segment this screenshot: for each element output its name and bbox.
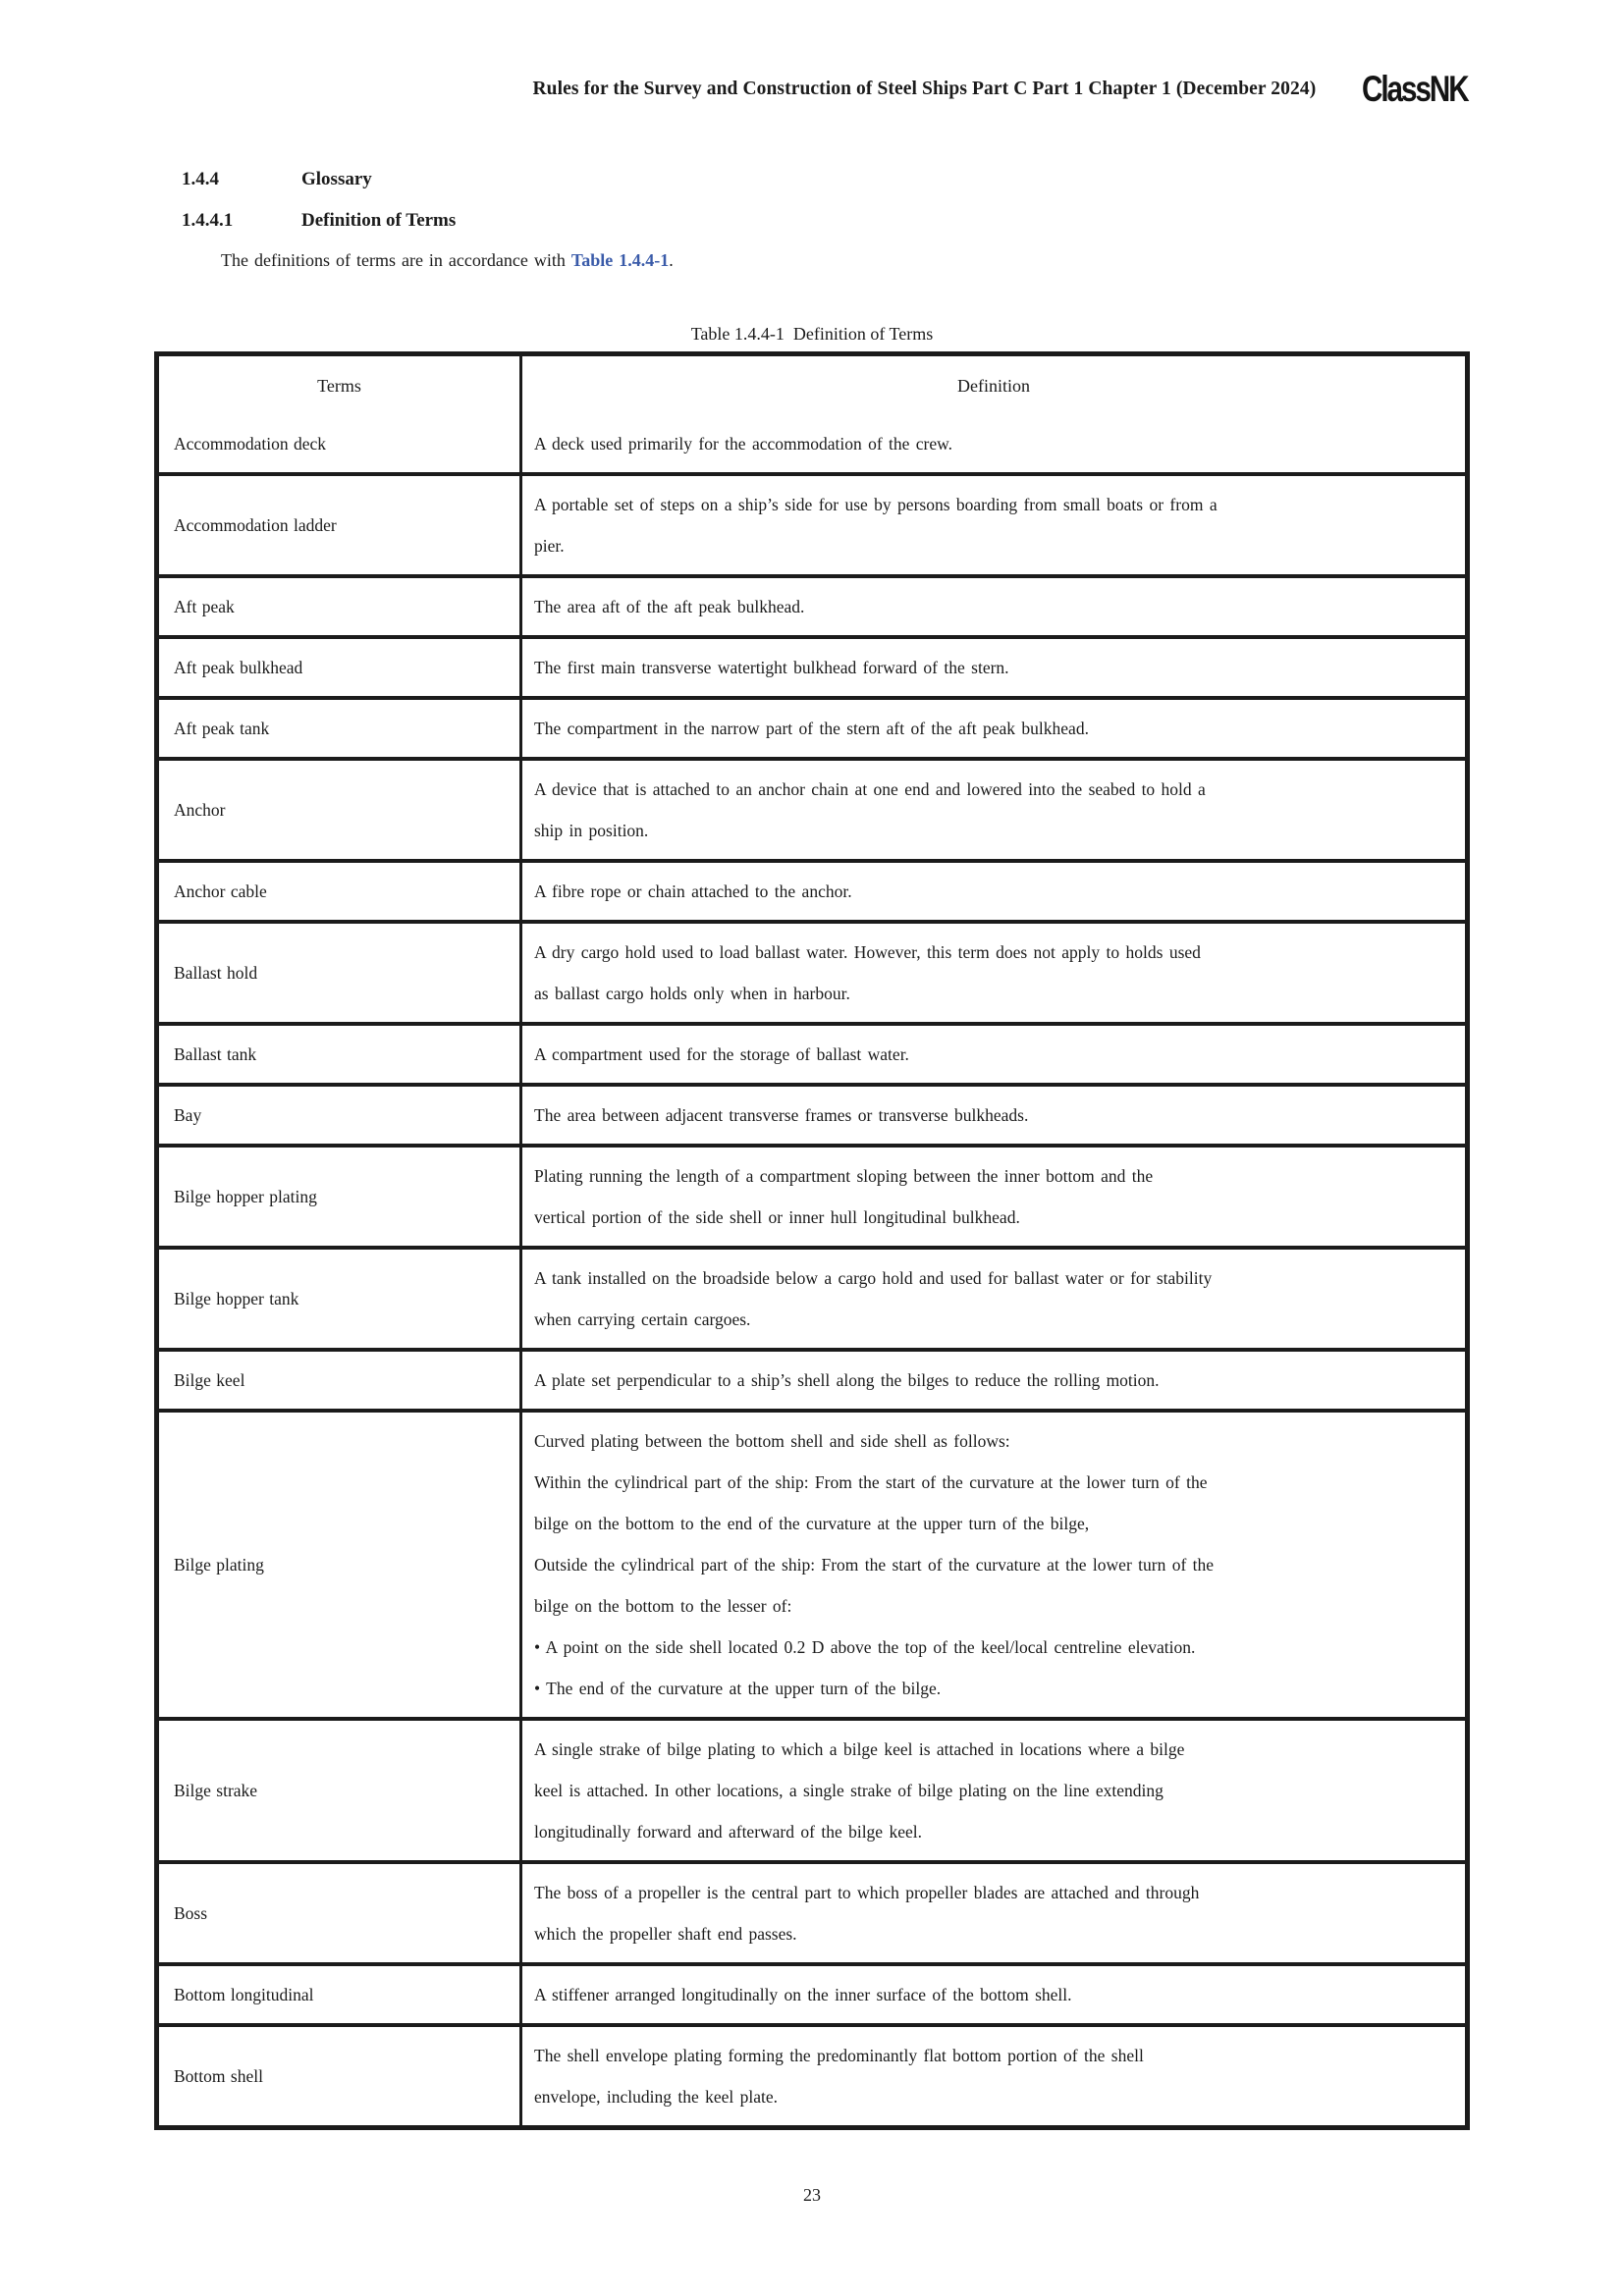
definition-line: bilge on the bottom to the end of the curvature at the upper turn of the bilge, xyxy=(534,1514,1090,1533)
term-cell: Bilge keel xyxy=(157,1350,521,1411)
section-heading-definition-of-terms xyxy=(182,208,1624,234)
definition-line: The shell envelope plating forming the predominantly flat bottom portion of the shell xyxy=(534,2046,1144,2065)
table-row xyxy=(157,1862,1468,1964)
definition-line: pier. xyxy=(534,536,565,556)
definition-cell xyxy=(521,1024,1468,1085)
column-header-terms: Terms xyxy=(157,354,521,416)
intro-text: The definitions of terms are in accordance with xyxy=(221,250,571,270)
definition-cell xyxy=(521,1085,1468,1146)
classnk-logo: ClassNK xyxy=(1362,69,1468,109)
section-number: 1.4.4 xyxy=(182,169,219,189)
definition-line: • The end of the curvature at the upper turn of the bilge. xyxy=(534,1679,942,1698)
definition-cell xyxy=(521,1719,1468,1862)
table-row xyxy=(157,1146,1468,1248)
table-row xyxy=(157,576,1468,637)
definition-line: A fibre rope or chain attached to the anchor. xyxy=(534,881,852,901)
term-cell: Ballast tank xyxy=(157,1024,521,1085)
definition-line: bilge on the bottom to the lesser of: xyxy=(534,1596,792,1616)
definition-cell xyxy=(521,415,1468,474)
definition-line: A device that is attached to an anchor chain at one end and lowered into the seabed to hold a xyxy=(534,779,1206,799)
glossary-table xyxy=(154,351,1470,2130)
definition-line: Outside the cylindrical part of the ship: From the start of the curvature at the lower turn of the xyxy=(534,1555,1215,1575)
section-title: Glossary xyxy=(301,169,372,189)
definition-line: longitudinally forward and afterward of the bilge keel. xyxy=(534,1822,922,1842)
definition-line: envelope, including the keel plate. xyxy=(534,2087,779,2107)
term-cell: Accommodation ladder xyxy=(157,474,521,576)
table-row xyxy=(157,922,1468,1024)
table-caption: Table 1.4.4-1 Definition of Terms xyxy=(690,324,934,344)
definition-line: Plating running the length of a compartment sloping between the inner bottom and the xyxy=(534,1166,1154,1186)
definition-line: The area between adjacent transverse frames or transverse bulkheads. xyxy=(534,1105,1029,1125)
definition-line: A compartment used for the storage of ballast water. xyxy=(534,1044,909,1064)
page-header xyxy=(0,0,1624,109)
term-cell: Accommodation deck xyxy=(157,415,521,474)
term-cell: Aft peak tank xyxy=(157,698,521,759)
intro-paragraph xyxy=(221,247,1624,273)
table-header-row xyxy=(157,354,1468,416)
table-row xyxy=(157,1085,1468,1146)
document-title: Rules for the Survey and Construction of Steel Ships Part C Part 1 Chapter 1 (December 2024) xyxy=(532,79,1317,99)
definition-cell xyxy=(521,2025,1468,2128)
definition-cell xyxy=(521,474,1468,576)
table-row xyxy=(157,1024,1468,1085)
definition-line: • A point on the side shell located 0.2 D above the top of the keel/local centreline elevation. xyxy=(534,1637,1196,1657)
definition-line: A portable set of steps on a ship’s side for use by persons boarding from small boats or from a xyxy=(534,495,1218,514)
page-number: 23 xyxy=(803,2185,821,2205)
definition-cell xyxy=(521,759,1468,861)
intro-text-period: . xyxy=(669,250,674,270)
definition-cell xyxy=(521,1964,1468,2025)
term-cell: Bottom longitudinal xyxy=(157,1964,521,2025)
definition-line: A tank installed on the broadside below a cargo hold and used for ballast water or for stability xyxy=(534,1268,1213,1288)
definition-cell xyxy=(521,861,1468,922)
definition-cell xyxy=(521,1248,1468,1350)
definition-line: A plate set perpendicular to a ship’s shell along the bilges to reduce the rolling motion. xyxy=(534,1370,1160,1390)
term-cell: Bilge plating xyxy=(157,1411,521,1719)
definition-line: The boss of a propeller is the central part to which propeller blades are attached and through xyxy=(534,1883,1200,1902)
definition-line: A stiffener arranged longitudinally on the inner surface of the bottom shell. xyxy=(534,1985,1072,2004)
definition-line: A deck used primarily for the accommodation of the crew. xyxy=(534,434,953,454)
term-cell: Boss xyxy=(157,1862,521,1964)
table-row xyxy=(157,759,1468,861)
definition-line: when carrying certain cargoes. xyxy=(534,1309,751,1329)
definition-line: Curved plating between the bottom shell and side shell as follows: xyxy=(534,1431,1010,1451)
definition-line: The compartment in the narrow part of the stern aft of the aft peak bulkhead. xyxy=(534,719,1089,738)
table-row xyxy=(157,1411,1468,1719)
term-cell: Bilge hopper plating xyxy=(157,1146,521,1248)
definition-line: vertical portion of the side shell or inner hull longitudinal bulkhead. xyxy=(534,1207,1020,1227)
definition-cell xyxy=(521,1411,1468,1719)
subsection-title: Definition of Terms xyxy=(301,210,457,231)
definition-line: as ballast cargo holds only when in harbour. xyxy=(534,984,850,1003)
definition-cell xyxy=(521,698,1468,759)
definition-line: The area aft of the aft peak bulkhead. xyxy=(534,597,805,616)
term-cell: Bilge strake xyxy=(157,1719,521,1862)
table-row xyxy=(157,637,1468,698)
term-cell: Bay xyxy=(157,1085,521,1146)
definition-cell xyxy=(521,637,1468,698)
definition-cell xyxy=(521,922,1468,1024)
definition-cell xyxy=(521,1862,1468,1964)
table-row xyxy=(157,1350,1468,1411)
table-row xyxy=(157,474,1468,576)
definition-line: which the propeller shaft end passes. xyxy=(534,1924,797,1944)
definition-cell xyxy=(521,1146,1468,1248)
definition-line: ship in position. xyxy=(534,821,649,840)
table-row xyxy=(157,1248,1468,1350)
table-row xyxy=(157,2025,1468,2128)
term-cell: Bottom shell xyxy=(157,2025,521,2128)
table-row xyxy=(157,415,1468,474)
definition-line: A dry cargo hold used to load ballast water. However, this term does not apply to holds used xyxy=(534,942,1201,962)
term-cell: Bilge hopper tank xyxy=(157,1248,521,1350)
table-row xyxy=(157,1964,1468,2025)
column-header-definition: Definition xyxy=(957,376,1030,396)
term-cell: Anchor cable xyxy=(157,861,521,922)
table-row xyxy=(157,1719,1468,1862)
definition-line: Within the cylindrical part of the ship: From the start of the curvature at the lower turn of the xyxy=(534,1472,1208,1492)
definition-line: keel is attached. In other locations, a single strake of bilge plating on the line extending xyxy=(534,1781,1164,1800)
term-cell: Anchor xyxy=(157,759,521,861)
table-reference-link[interactable]: Table 1.4.4-1 xyxy=(570,250,670,270)
table-row xyxy=(157,861,1468,922)
definition-line: A single strake of bilge plating to which a bilge keel is attached in locations where a bilge xyxy=(534,1739,1185,1759)
definition-cell xyxy=(521,576,1468,637)
term-cell: Ballast hold xyxy=(157,922,521,1024)
term-cell: Aft peak bulkhead xyxy=(157,637,521,698)
subsection-number: 1.4.4.1 xyxy=(182,210,234,231)
table-row xyxy=(157,698,1468,759)
section-heading-glossary xyxy=(182,167,1624,192)
term-cell: Aft peak xyxy=(157,576,521,637)
definition-line: The first main transverse watertight bulkhead forward of the stern. xyxy=(534,658,1009,677)
definition-cell xyxy=(521,1350,1468,1411)
